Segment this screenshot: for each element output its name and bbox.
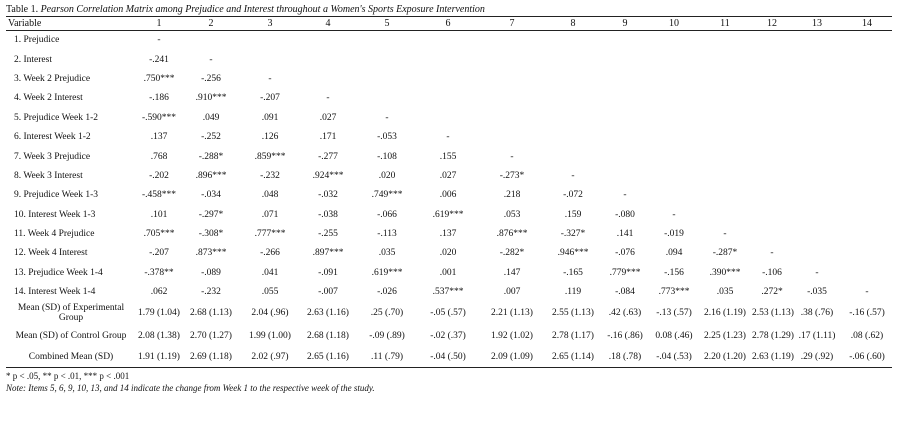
table-cell: -.007 (318, 287, 338, 298)
table-cell: .141 (616, 229, 634, 240)
table-caption (6, 3, 894, 16)
table-cell (842, 50, 892, 69)
table-row (6, 108, 892, 127)
row-label: 14. Interest Week 1-4 (14, 287, 96, 298)
table-cell: .876*** (496, 229, 528, 240)
table-cell: 2.25 (1.23) (704, 331, 746, 342)
table-cell: .896*** (195, 170, 227, 181)
row-label: 10. Interest Week 1-3 (14, 209, 96, 220)
table-cell (792, 205, 842, 224)
table-cell: -.13 (.57) (656, 308, 692, 319)
row-label: 12. Week 4 Interest (14, 248, 88, 259)
table-cell: -.09 (.89) (369, 331, 405, 342)
table-cell: 2.78 (1.29) (752, 331, 794, 342)
table-cell: .091 (261, 112, 279, 123)
table-cell: .946*** (557, 248, 589, 259)
table-cell (418, 69, 478, 88)
table-cell: .001 (439, 267, 457, 278)
table-cell: .750*** (143, 73, 175, 84)
table-cell: 2.21 (1.13) (491, 308, 533, 319)
table-cell: 1.92 (1.02) (491, 331, 533, 342)
variable-header: Variable (6, 17, 136, 31)
table-cell: -.04 (.50) (418, 348, 478, 368)
table-cell: .053 (503, 209, 521, 220)
table-cell (792, 147, 842, 166)
table-cell (478, 31, 546, 50)
table-cell: - (815, 267, 819, 278)
table-cell: -.076 (615, 248, 635, 259)
table-cell (752, 108, 792, 127)
table-cell: 1.79 (1.04) (138, 308, 180, 319)
table-cell (478, 127, 546, 146)
table-cell (752, 147, 792, 166)
table-row (6, 186, 892, 205)
table-cell (600, 69, 650, 88)
table-cell: .101 (150, 209, 168, 220)
table-row (6, 127, 892, 146)
table-cell (842, 186, 892, 205)
table-cell: - (209, 54, 213, 65)
table-cell (650, 89, 698, 108)
table-cell (546, 31, 600, 50)
header-row (6, 17, 892, 31)
table-row (6, 50, 892, 69)
column-header: 7 (478, 17, 546, 31)
table-cell: 2.02 (.97) (240, 348, 300, 368)
table-cell: .859*** (254, 151, 286, 162)
column-header: 11 (698, 17, 752, 31)
table-cell: 2.08 (1.38) (138, 331, 180, 342)
column-header: 1 (136, 17, 182, 31)
table-cell: -.287* (712, 248, 738, 259)
table-cell (698, 147, 752, 166)
table-cell: .38 (.76) (800, 308, 834, 319)
table-cell (698, 50, 752, 69)
table-cell: -.297* (198, 209, 224, 220)
table-cell: .027 (319, 112, 337, 123)
table-cell (698, 69, 752, 88)
table-cell (752, 186, 792, 205)
row-label: Mean (SD) of Experimental Group (17, 302, 125, 324)
table-cell: -.156 (664, 267, 684, 278)
table-cell: -.066 (377, 209, 397, 220)
table-cell: .020 (439, 248, 457, 259)
table-cell: -.207 (260, 93, 280, 104)
table-cell (842, 263, 892, 282)
significance-note: * p < .05, ** p < .01, *** p < .001 (6, 371, 130, 382)
table-cell (650, 147, 698, 166)
table-row (6, 244, 892, 263)
table-cell (792, 108, 842, 127)
table-cell: .094 (665, 248, 683, 259)
table-cell: .29 (.92) (792, 348, 842, 368)
table-cell: - (385, 112, 389, 123)
table-cell: 2.09 (1.09) (478, 348, 546, 368)
table-cell (792, 89, 842, 108)
table-cell: -.327* (560, 229, 586, 240)
table-cell (600, 50, 650, 69)
table-cell: .768 (150, 151, 168, 162)
table-cell: -.458*** (141, 190, 177, 201)
table-cell: .020 (378, 170, 396, 181)
table-cell (752, 50, 792, 69)
table-cell: 0.08 (.46) (655, 331, 693, 342)
caption-title: Pearson Correlation Matrix among Prejudice and Interest throughout a Women's Sports Exposure Intervention (40, 4, 485, 15)
table-cell: 2.65 (1.14) (546, 348, 600, 368)
row-label: Mean (SD) of Control Group (15, 331, 127, 342)
table-cell: -.091 (318, 267, 338, 278)
table-cell: .18 (.78) (600, 348, 650, 368)
table-cell (792, 166, 842, 185)
table-cell: - (446, 132, 450, 143)
table-cell: .171 (319, 132, 337, 143)
row-label: 2. Interest (14, 54, 52, 65)
table-cell: -.282* (499, 248, 525, 259)
column-header: 9 (600, 17, 650, 31)
row-label: 9. Prejudice Week 1-3 (14, 190, 99, 201)
table-cell (842, 127, 892, 146)
table-cell (842, 69, 892, 88)
table-cell (842, 108, 892, 127)
table-cell: -.266 (260, 248, 280, 259)
table-cell: -.288* (198, 151, 224, 162)
column-header: 5 (356, 17, 418, 31)
table-cell: .779*** (609, 267, 641, 278)
table-cell (842, 31, 892, 50)
table-cell: -.202 (149, 170, 169, 181)
table-cell: - (571, 170, 575, 181)
table-cell (546, 50, 600, 69)
table-cell: - (770, 248, 774, 259)
column-header: 4 (300, 17, 356, 31)
table-cell (792, 127, 842, 146)
table-row (6, 224, 892, 243)
summary-row (6, 348, 892, 368)
table-cell: -.378** (144, 267, 174, 278)
row-label: 3. Week 2 Prejudice (14, 73, 91, 84)
table-cell: -.16 (.57) (849, 308, 885, 319)
table-cell (650, 31, 698, 50)
table-cell: - (723, 229, 727, 240)
table-cell (418, 108, 478, 127)
table-cell: -.019 (664, 229, 684, 240)
table-row (6, 205, 892, 224)
table-cell (842, 224, 892, 243)
row-label: 8. Week 3 Interest (14, 170, 83, 181)
table-cell: -.255 (318, 229, 338, 240)
table-cell: .006 (439, 190, 457, 201)
table-cell (650, 69, 698, 88)
table-cell (240, 31, 300, 50)
table-cell: -.16 (.86) (607, 331, 643, 342)
table-cell (240, 50, 300, 69)
table-cell (698, 89, 752, 108)
table-cell (546, 147, 600, 166)
table-cell (650, 166, 698, 185)
table-cell (842, 147, 892, 166)
table-cell: 2.04 (.96) (251, 308, 289, 319)
table-cell: 2.69 (1.18) (182, 348, 240, 368)
table-cell (356, 69, 418, 88)
table-cell (752, 224, 792, 243)
table-cell: -.072 (563, 190, 583, 201)
table-cell: -.089 (201, 267, 221, 278)
table-cell: .071 (261, 209, 279, 220)
table-cell (792, 244, 842, 263)
table-cell (650, 108, 698, 127)
table-cell (600, 147, 650, 166)
table-cell: -.186 (149, 93, 169, 104)
table-cell: - (157, 35, 161, 46)
table-cell: - (865, 287, 869, 298)
table-cell (356, 31, 418, 50)
table-cell (752, 205, 792, 224)
table-cell: .924*** (312, 170, 344, 181)
table-cell: 2.70 (1.27) (190, 331, 232, 342)
table-cell: -.308* (198, 229, 224, 240)
table-cell: -.06 (.60) (842, 348, 892, 368)
table-cell (842, 244, 892, 263)
table-row (6, 283, 892, 302)
table-row (6, 166, 892, 185)
table-cell: 2.63 (1.19) (752, 348, 792, 368)
table-row (6, 147, 892, 166)
table-cell: -.165 (563, 267, 583, 278)
table-cell (546, 108, 600, 127)
table-cell (698, 186, 752, 205)
table-cell: .041 (261, 267, 279, 278)
table-cell: -.04 (.53) (650, 348, 698, 368)
table-cell (792, 186, 842, 205)
table-cell: 2.63 (1.16) (307, 308, 349, 319)
table-cell (600, 89, 650, 108)
table-cell (600, 108, 650, 127)
table-cell: .11 (.79) (356, 348, 418, 368)
table-cell: .007 (503, 287, 521, 298)
table-cell (650, 127, 698, 146)
table-cell: .035 (716, 287, 734, 298)
table-cell (478, 50, 546, 69)
table-cell: - (623, 190, 627, 201)
table-cell (698, 205, 752, 224)
table-cell: .17 (1.11) (798, 331, 836, 342)
table-cell (600, 31, 650, 50)
table-cell: .055 (261, 287, 279, 298)
row-label: Combined Mean (SD) (6, 348, 136, 368)
table-cell: -.035 (807, 287, 827, 298)
table-cell (600, 127, 650, 146)
row-label: 5. Prejudice Week 1-2 (14, 112, 99, 123)
table-cell: .147 (503, 267, 521, 278)
items-note: Note: Items 5, 6, 9, 10, 13, and 14 indicate the change from Week 1 to the respective week of the study. (6, 383, 375, 394)
table-cell: .910*** (195, 93, 227, 104)
column-header: 2 (182, 17, 240, 31)
table-cell (546, 69, 600, 88)
table-cell: -.026 (377, 287, 397, 298)
table-cell: .42 (.63) (608, 308, 642, 319)
table-cell (478, 69, 546, 88)
table-cell: .873*** (195, 248, 227, 259)
table-row (6, 69, 892, 88)
table-cell (356, 50, 418, 69)
table-cell: .218 (503, 190, 521, 201)
table-cell (792, 31, 842, 50)
table-cell: .25 (.70) (370, 308, 404, 319)
table-cell: .537*** (432, 287, 464, 298)
table-cell: .773*** (658, 287, 690, 298)
table-cell (478, 108, 546, 127)
table-cell: -.273* (499, 170, 525, 181)
table-cell: -.113 (377, 229, 397, 240)
row-label: 6. Interest Week 1-2 (14, 132, 91, 143)
row-label: 1. Prejudice (14, 35, 60, 46)
table-cell: 1.91 (1.19) (136, 348, 182, 368)
row-label: 4. Week 2 Interest (14, 93, 83, 104)
table-cell: -.256 (201, 73, 221, 84)
table-cell (698, 127, 752, 146)
table-cell: -.084 (615, 287, 635, 298)
table-cell: 2.65 (1.16) (300, 348, 356, 368)
column-header: 6 (418, 17, 478, 31)
table-cell (752, 89, 792, 108)
table-cell: -.232 (201, 287, 221, 298)
table-cell (546, 89, 600, 108)
table-cell: 2.20 (1.20) (698, 348, 752, 368)
correlation-table (6, 16, 892, 368)
table-cell (300, 69, 356, 88)
table-cell: -.108 (377, 151, 397, 162)
table-cell: .049 (202, 112, 220, 123)
column-header: 14 (842, 17, 892, 31)
summary-row (6, 325, 892, 348)
table-cell: -.232 (260, 170, 280, 181)
table-cell: .08 (.62) (850, 331, 884, 342)
table-cell (418, 89, 478, 108)
table-cell (300, 31, 356, 50)
row-label: 7. Week 3 Prejudice (14, 151, 91, 162)
column-header: 10 (650, 17, 698, 31)
table-cell (792, 69, 842, 88)
table-row (6, 31, 892, 50)
row-label: 13. Prejudice Week 1-4 (14, 267, 103, 278)
table-cell: -.106 (762, 267, 782, 278)
table-cell (698, 108, 752, 127)
table-cell: -.207 (149, 248, 169, 259)
table-cell: .159 (564, 209, 582, 220)
caption-prefix: Table 1. (6, 4, 39, 15)
table-body (6, 31, 892, 368)
table-cell: .048 (261, 190, 279, 201)
table-cell: .035 (378, 248, 396, 259)
table-cell: .119 (564, 287, 582, 298)
table-cell (356, 89, 418, 108)
table-cell: .705*** (143, 229, 175, 240)
table-cell (600, 166, 650, 185)
table-cell (478, 89, 546, 108)
table-cell (752, 166, 792, 185)
table-cell (842, 89, 892, 108)
table-cell: 2.53 (1.13) (752, 308, 794, 319)
table-cell: .777*** (254, 229, 286, 240)
row-label: 11. Week 4 Prejudice (14, 229, 95, 240)
table-cell: 2.55 (1.13) (552, 308, 594, 319)
table-cell: -.032 (318, 190, 338, 201)
table-cell: 2.78 (1.17) (552, 331, 594, 342)
table-cell: -.241 (149, 54, 169, 65)
table-cell: 2.68 (1.13) (190, 308, 232, 319)
table-cell: -.034 (201, 190, 221, 201)
table-cell (650, 50, 698, 69)
table-cell: .390*** (709, 267, 741, 278)
table-cell: -.053 (377, 132, 397, 143)
table-notes (6, 370, 894, 394)
table-cell: -.590*** (141, 112, 177, 123)
column-header: 12 (752, 17, 792, 31)
column-header: 3 (240, 17, 300, 31)
table-row (6, 89, 892, 108)
table-cell (650, 186, 698, 205)
table-cell: .062 (150, 287, 168, 298)
table-cell: - (510, 151, 514, 162)
table-cell: -.080 (615, 209, 635, 220)
table-cell: - (268, 73, 272, 84)
summary-row (6, 302, 892, 325)
table-cell (182, 31, 240, 50)
table-cell: .155 (439, 151, 457, 162)
table-cell: .619*** (371, 267, 403, 278)
table-cell (752, 69, 792, 88)
table-cell (842, 166, 892, 185)
table-cell (792, 50, 842, 69)
table-cell (698, 166, 752, 185)
table-cell: - (326, 93, 330, 104)
table-cell: -.038 (318, 209, 338, 220)
table-cell: .272* (761, 287, 783, 298)
table-cell (698, 31, 752, 50)
table-cell (418, 31, 478, 50)
table-cell: - (672, 209, 676, 220)
table-cell (752, 127, 792, 146)
table-cell (418, 50, 478, 69)
table-cell: .137 (439, 229, 457, 240)
table-cell (752, 31, 792, 50)
table-cell: -.05 (.57) (430, 308, 466, 319)
table-cell: .027 (439, 170, 457, 181)
table-row (6, 263, 892, 282)
table-cell: 1.99 (1.00) (249, 331, 291, 342)
table-cell: -.02 (.37) (430, 331, 466, 342)
table-cell: .897*** (312, 248, 344, 259)
table-cell: 2.68 (1.18) (307, 331, 349, 342)
table-cell: -.277 (318, 151, 338, 162)
column-header: 13 (792, 17, 842, 31)
table-cell (842, 205, 892, 224)
table-cell: -.252 (201, 132, 221, 143)
table-cell (300, 50, 356, 69)
table-cell (546, 127, 600, 146)
table-cell: .126 (261, 132, 279, 143)
table-cell: 2.16 (1.19) (704, 308, 746, 319)
table-cell: .749*** (371, 190, 403, 201)
column-header: 8 (546, 17, 600, 31)
table-cell: .619*** (432, 209, 464, 220)
table-cell (792, 224, 842, 243)
table-cell: .137 (150, 132, 168, 143)
